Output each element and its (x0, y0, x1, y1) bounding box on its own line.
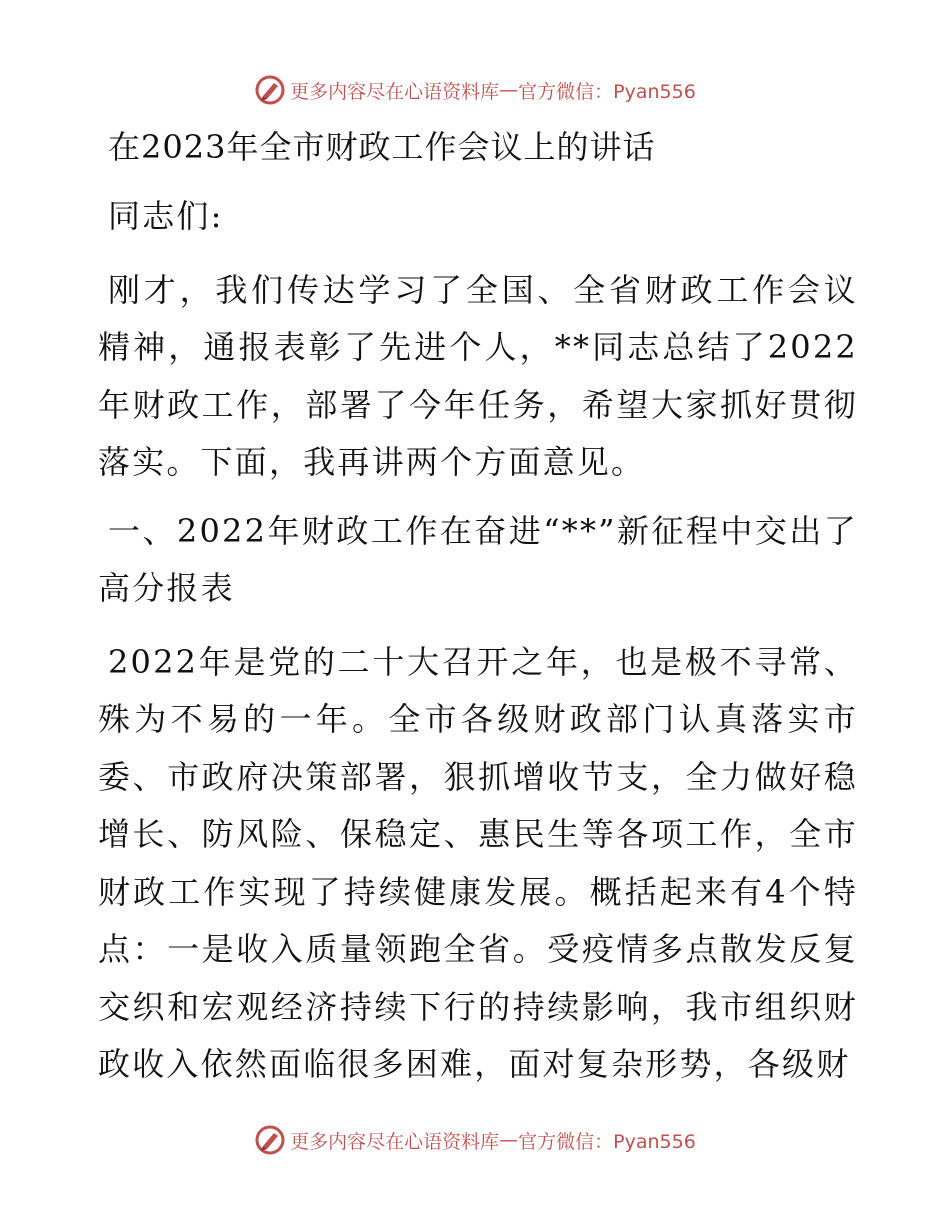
watermark-brand: 更多内容尽在心语资料库 (290, 1130, 500, 1153)
watermark-banner-top (0, 70, 950, 110)
watermark-separator: — (499, 79, 519, 101)
section-heading: 一、2022年财政工作在奋进“**”新征程中交出了高分报表 (98, 511, 858, 607)
watermark-wechat: 官方微信：Pyan556 (518, 80, 696, 103)
salutation: 同志们: (108, 197, 224, 235)
paragraph-section-1: 2022年是党的二十大召开之年，也是极不寻常、殊为不易的一年。全市各级财政部门认真落实市委、市政府决策部署，狠抓增收节支，全力做好稳增长、防风险、保稳定、惠民生等各项工作，全市财政工作实现了持续健康发展。概括起来有4个特点：一是收入质量领跑全省。受疫情多点散发反复交织和宏观经济持续下行的持续影响，我市组织财政收入依然面临很多困难，面对复杂形势，各级财 (98, 642, 858, 1083)
pen-seal-icon (254, 1124, 286, 1156)
watermark-banner-bottom (0, 1120, 950, 1160)
document-title: 在2023年全市财政工作会议上的讲话 (108, 128, 656, 166)
pen-seal-icon (254, 74, 286, 106)
watermark-wechat: 官方微信：Pyan556 (518, 1130, 696, 1153)
paragraph-intro: 刚才，我们传达学习了全国、全省财政工作会议精神，通报表彰了先进个人，**同志总结了2022年财政工作，部署了今年任务，希望大家抓好贯彻落实。下面，我再讲两个方面意见。 (98, 270, 858, 481)
document-body (98, 124, 858, 1105)
watermark-separator: — (499, 1129, 519, 1151)
watermark-brand: 更多内容尽在心语资料库 (290, 80, 500, 103)
